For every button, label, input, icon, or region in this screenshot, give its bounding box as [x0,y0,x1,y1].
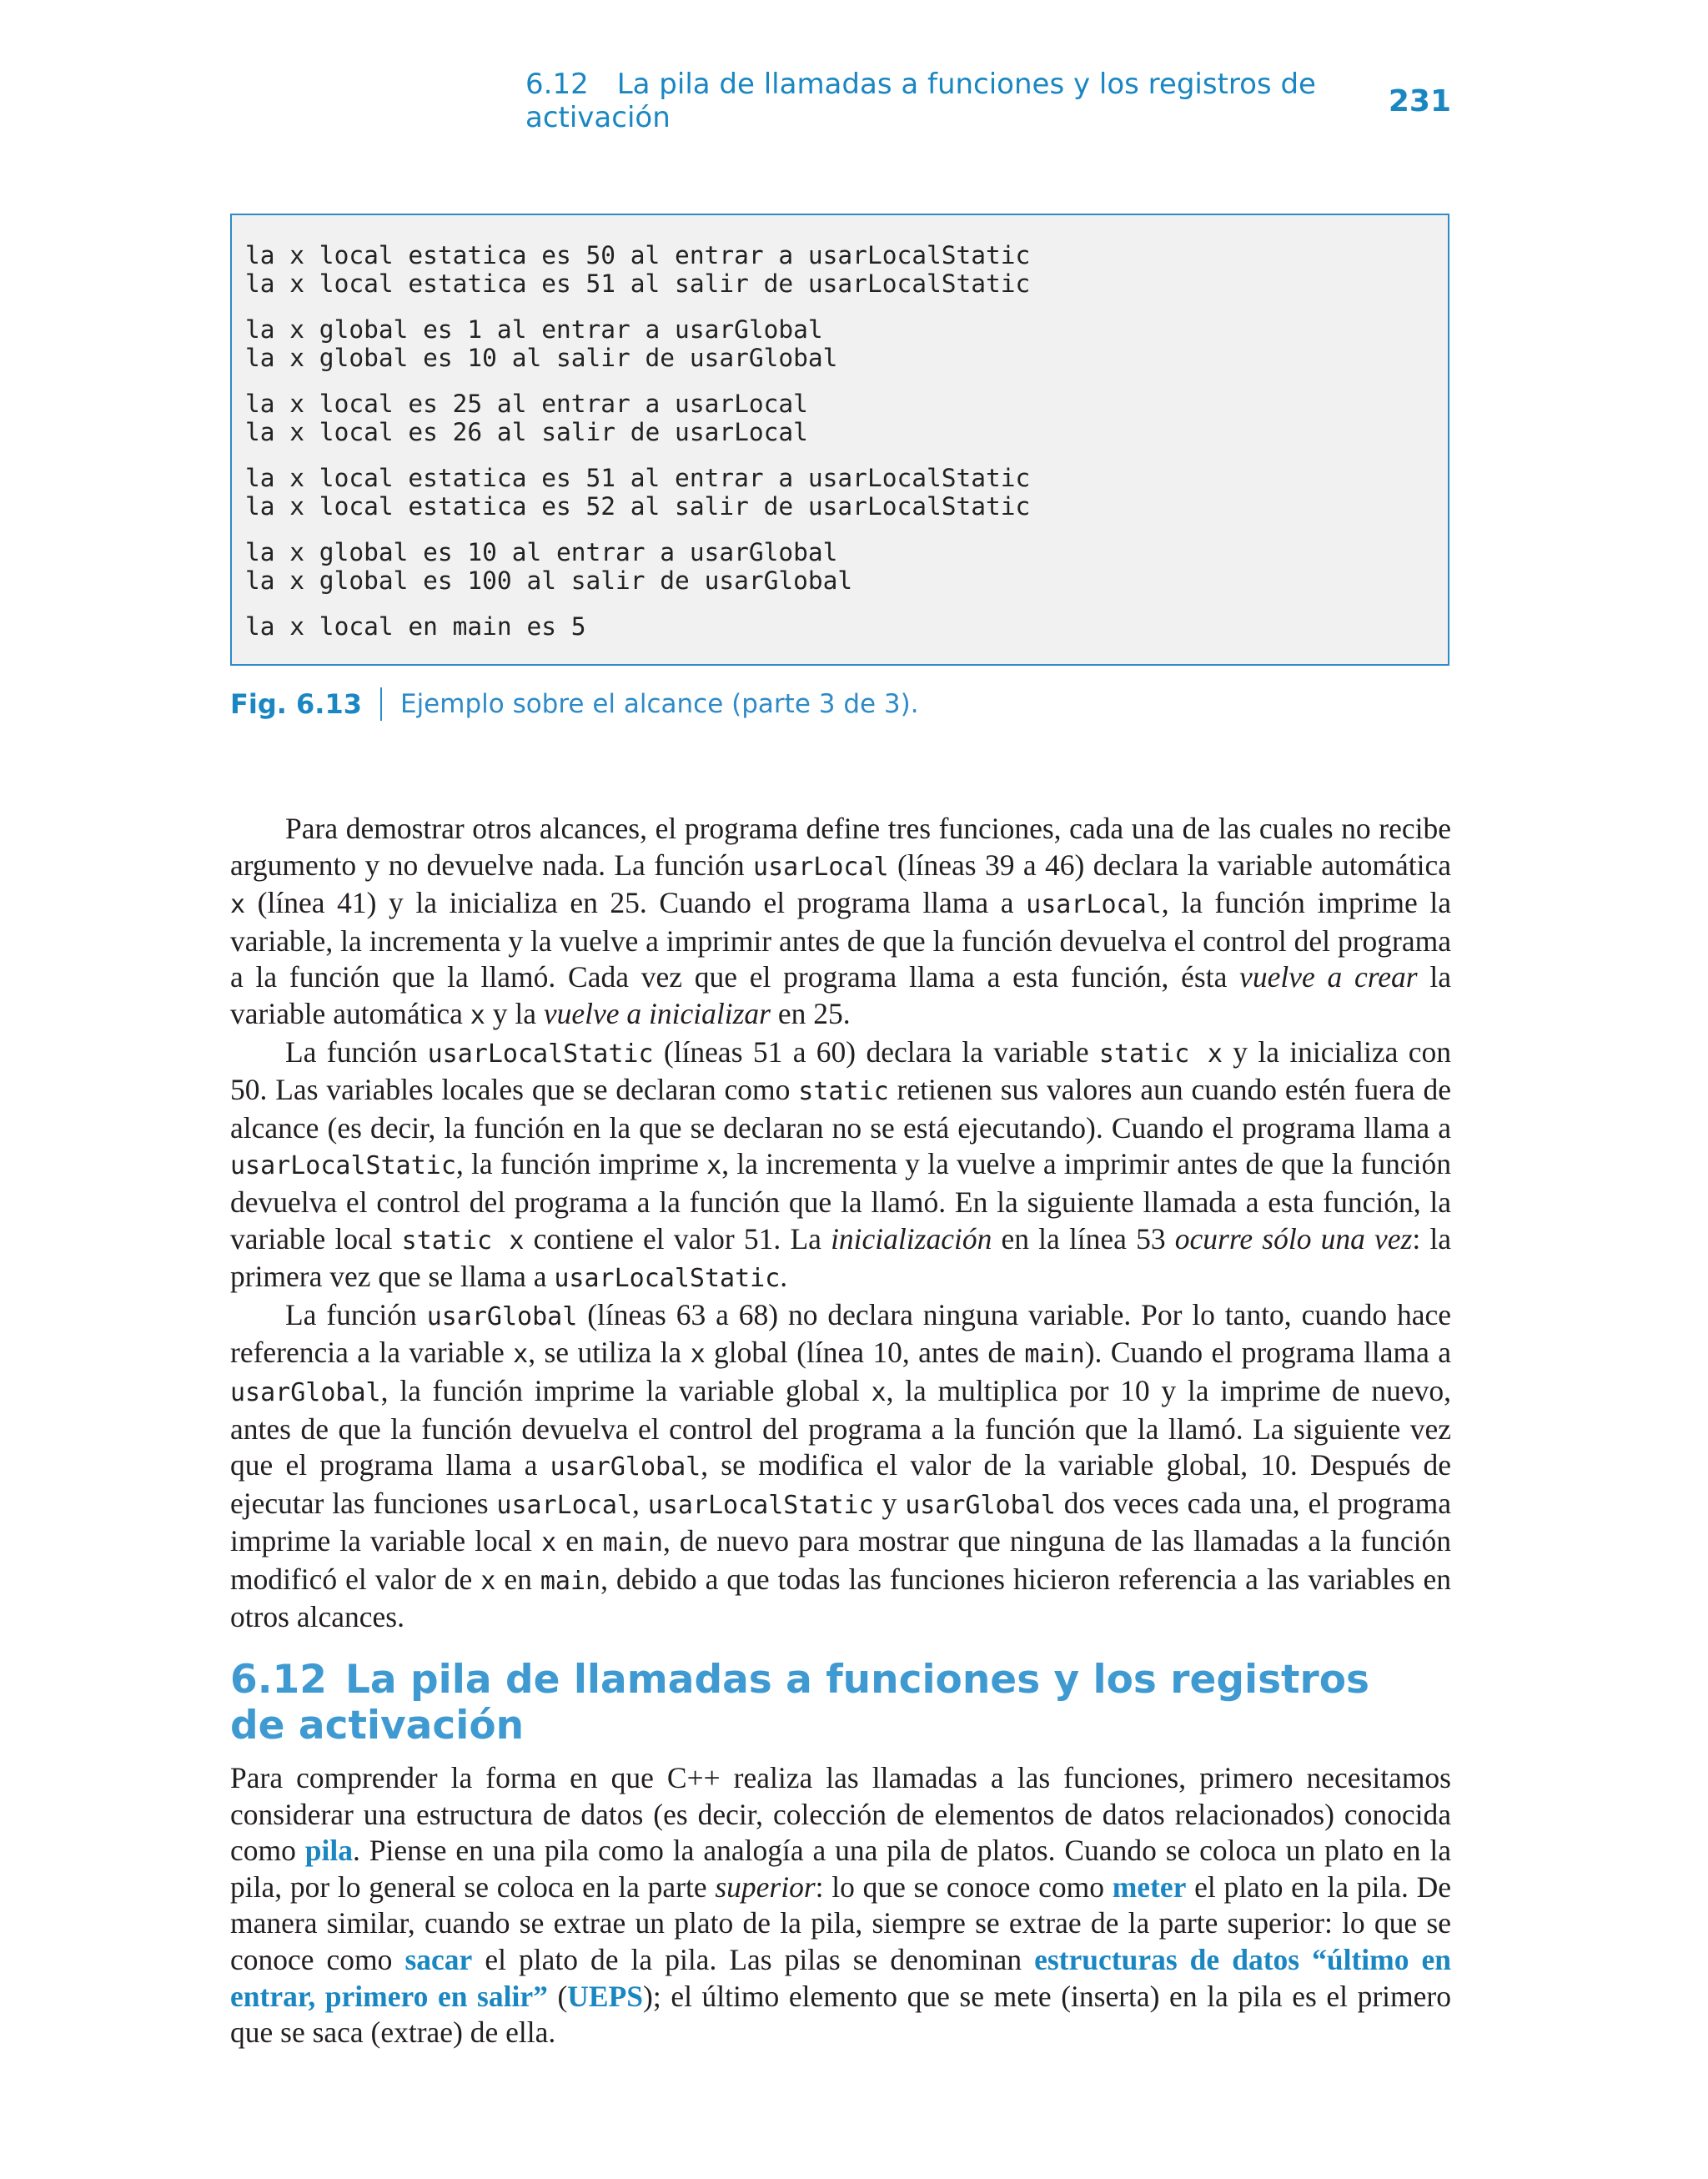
text-run: el plato de la pila. Las pilas se denominan [472,1942,1035,1976]
key-term: UEPS [567,1979,644,2013]
code-term: x [470,1000,485,1030]
output-line: la x local estatica es 51 al salir de usarLocalStatic [245,269,1031,298]
paragraph-1 [230,811,1451,1034]
program-output-box [230,214,1449,666]
text-run: (líneas 63 a 68) no declara ninguna variable. Por lo tanto, cuando hace referencia a la variable [230,1297,1452,1370]
output-line: la x global es 1 al entrar a usarGlobal [245,315,823,344]
output-group [245,390,1448,446]
text-run: global (línea 10, antes de [705,1336,1025,1370]
running-title: 6.12 La pila de llamadas a funciones y los registros de activación [525,68,1316,134]
code-term: usarGlobal [550,1452,701,1482]
text-run: La función [285,1034,428,1069]
text-run: en [495,1562,540,1596]
code-term: usarLocalStatic [427,1039,654,1069]
figure-caption [230,682,919,726]
code-term: main [540,1566,601,1596]
section-heading [230,1657,1451,1749]
emphasis: superior [715,1870,816,1904]
key-term: pila [304,1834,354,1868]
text-run: dos veces cada una, el programa imprime la variable local [230,1486,1452,1558]
code-term: x [871,1377,887,1407]
key-term: meter [1112,1870,1187,1904]
paragraph-3 [230,1297,1451,1636]
paragraph-2 [230,1034,1451,1297]
output-group [245,316,1448,372]
output-line: la x local es 26 al salir de usarLocal [245,417,808,446]
text-run: Para comprender la forma en que C++ realiza las llamadas a las funciones, primero necesitamos considerar una estructura de datos (es decir, colección de elementos de datos relacionados) conocida como [230,1761,1451,1868]
figure-label: Fig. 6.13 [230,688,362,720]
caption-separator [380,687,382,721]
code-term: x [706,1151,722,1181]
code-term: static x [1098,1039,1223,1069]
output-line: la x local estatica es 50 al entrar a usarLocalStatic [245,241,1031,269]
text-run: . [780,1260,788,1294]
code-term: usarLocal [753,852,889,882]
text-run: , la incrementa y la vuelve a imprimir antes de que la función devuelva el control del programa a la función que la llamó. En la siguiente llamada a esta función, la variable local [230,1147,1451,1256]
text-run: , la función imprime la variable global [380,1373,872,1407]
section-paragraph [230,1760,1451,2051]
section-title-line-1: La pila de llamadas a funciones y los registros [344,1657,1369,1703]
output-line: la x local estatica es 51 al entrar a usarLocalStatic [245,464,1031,492]
code-term: x [541,1528,557,1558]
text-run: : lo que se conoce como [815,1870,1113,1904]
key-term: sacar [404,1942,473,1976]
text-run: la variable automática [230,960,1452,1030]
text-run: , se modifica el valor de la variable global, 10. Después de ejecutar las funciones [230,1448,1451,1520]
code-term: x [690,1340,706,1370]
emphasis: inicialización [831,1221,992,1256]
text-run: , debido a que todas las funciones hicieron referencia a las variables en otros alcances. [230,1562,1451,1634]
text-run: en [556,1524,603,1558]
text-run: (líneas 51 a 60) declara la variable [653,1034,1099,1069]
code-term: x [480,1566,496,1596]
output-line: la x local en main es 5 [245,612,586,641]
code-term: static x [401,1225,525,1256]
page-number: 231 [1388,83,1451,118]
code-term: x [513,1340,529,1370]
text-run: y la inicializa con 50. Las variables locales que se declaran como [230,1034,1452,1107]
text-run: La función [285,1297,427,1331]
code-term: usarGlobal [905,1490,1056,1520]
code-term: usarGlobal [230,1377,381,1407]
output-group [245,539,1448,595]
code-term: usarLocalStatic [647,1490,874,1520]
section-title-line-2: de activación [230,1703,525,1749]
output-line: la x local es 25 al entrar a usarLocal [245,390,808,418]
code-term: static [798,1077,889,1107]
text-run: , la función imprime [455,1147,707,1181]
section-heading-line-1 [230,1657,1451,1703]
section-number: 6.12 [230,1657,327,1703]
text-run: , [631,1486,648,1520]
text-run: : la primera vez que se llama a [230,1221,1452,1294]
text-run: y la [485,996,544,1030]
emphasis: vuelve a inicializar [543,996,771,1030]
code-term: usarLocal [496,1490,632,1520]
body-paragraphs [230,811,1451,1636]
code-term: usarLocalStatic [554,1264,781,1294]
section-body [230,1760,1451,2051]
code-term: x [230,890,246,920]
output-line: la x local estatica es 52 al salir de usarLocalStatic [245,491,1031,521]
text-run: en 25. [770,996,851,1030]
text-run: , de nuevo para mostrar que ninguna de las llamadas a la función modificó el valor de [230,1524,1451,1596]
emphasis: ocurre sólo una vez [1174,1221,1413,1256]
output-line: la x global es 100 al salir de usarGlobal [245,566,853,595]
text-run: , la función imprime la variable, la incrementa y la vuelve a imprimir antes de que la función devuelva el control del programa a la función que la llamó. Cada vez que el programa llama a esta función, ésta [230,886,1451,994]
text-run: contiene el valor 51. La [524,1221,831,1256]
text-run: retienen sus valores aun cuando estén fuera de alcance (es decir, la función en la que se declaran no se está ejecutando). Cuando el programa llama a [230,1073,1451,1145]
code-term: main [602,1528,663,1558]
text-run: , la multiplica por 10 y la imprime de nuevo, antes de que la función devuelva el control del programa a la función que la llamó. La siguiente vez que el programa llama a [230,1373,1452,1482]
code-term: usarLocal [1026,890,1162,920]
code-term: usarLocalStatic [230,1151,456,1181]
text-run: (línea 41) y la inicializa en 25. Cuando el programa llama a [245,886,1027,920]
text-run: . Piense en una pila como la analogía a una pila de platos. Cuando se coloca un plato en la pila, por lo general se coloca en la parte [230,1834,1452,1904]
output-line: la x global es 10 al salir de usarGlobal [245,343,838,372]
text-run: ). Cuando el programa llama a [1084,1336,1451,1370]
output-group [245,613,1448,642]
key-term: estructuras de datos “último en entrar, primero en salir” [230,1942,1452,2013]
text-run: , se utiliza la [528,1336,691,1370]
text-run: y [873,1486,906,1520]
output-group [245,242,1448,298]
output-group [245,465,1448,521]
text-run: Para demostrar otros alcances, el programa define tres funciones, cada una de las cuales no recibe argumento y no devuelve nada. La función [230,812,1451,882]
text-run: ( [547,1979,568,2013]
code-term: main [1024,1340,1085,1370]
text-run: (líneas 39 a 46) declara la variable automática [888,848,1451,882]
figure-caption-text: Ejemplo sobre el alcance (parte 3 de 3). [399,689,919,719]
code-term: usarGlobal [426,1301,578,1331]
running-header [525,68,1451,134]
text-run: en la línea 53 [992,1221,1175,1256]
text-run: el plato en la pila. De manera similar, cuando se extrae un plato de la pila, siempre se extrae de la parte superior: lo que se conoce como [230,1870,1451,1976]
text-run: ); el último elemento que se mete (inserta) en la pila es el primero que se saca (extrae) de ella. [230,1979,1451,2050]
output-line: la x global es 10 al entrar a usarGlobal [245,538,838,566]
emphasis: vuelve a crear [1239,960,1418,994]
